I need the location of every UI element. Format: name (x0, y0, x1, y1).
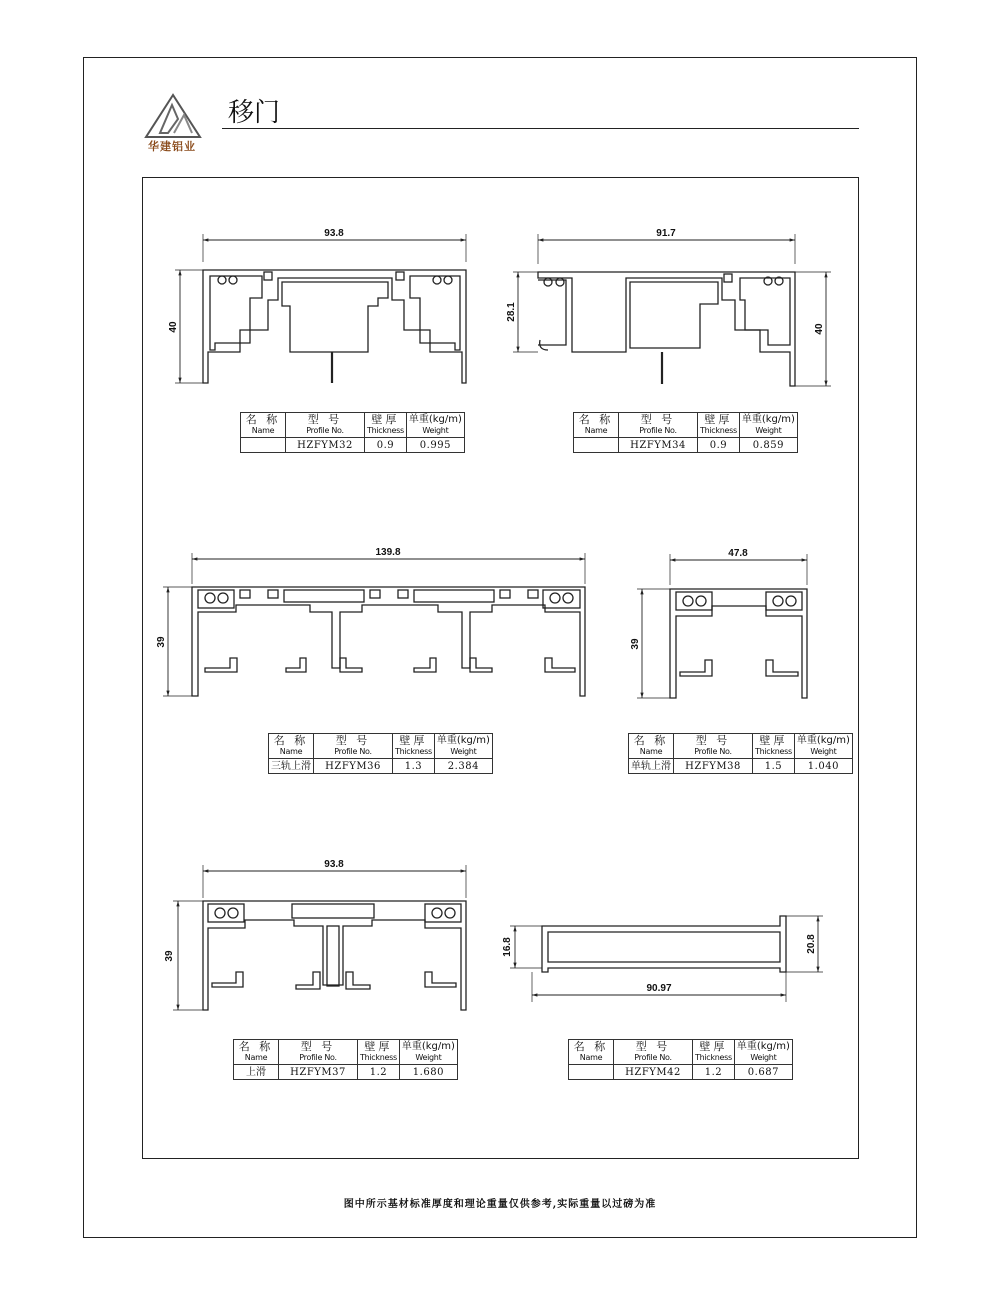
header-profile-en: Profile No. (639, 426, 677, 435)
profile-thickness: 0.9 (698, 438, 740, 453)
profile-thickness: 1.5 (753, 759, 795, 774)
header-weight-zh: 单重(kg/m) (436, 735, 490, 746)
header-weight-zh: 单重(kg/m) (741, 414, 795, 425)
header-profile-zh: 型 号 (307, 413, 343, 426)
profile-weight: 0.687 (734, 1065, 792, 1080)
profile-name: 三轨上滑 (269, 759, 314, 774)
header-weight-zh: 单重(kg/m) (796, 735, 850, 746)
profile-no: HZFYM32 (286, 438, 365, 453)
header-profile-zh: 型 号 (635, 1040, 671, 1053)
header-thickness-en: Thickness (755, 747, 792, 756)
header-name-en: Name (251, 426, 275, 435)
dim-label: 39 (164, 950, 175, 962)
dim-label: 90.97 (646, 983, 672, 994)
header-thickness-en: Thickness (395, 747, 432, 756)
profile-thickness: 0.9 (365, 438, 407, 453)
profile-thickness: 1.3 (393, 759, 435, 774)
header-thickness-zh: 壁厚 (364, 1040, 393, 1053)
header-name-en: Name (279, 747, 303, 756)
profile-no: HZFYM34 (619, 438, 698, 453)
dim-label: 93.8 (324, 859, 344, 870)
spec-table-hzfym32 (240, 412, 465, 453)
spec-table-hzfym38 (628, 733, 853, 774)
profile-no: HZFYM38 (674, 759, 753, 774)
header-profile-en: Profile No. (306, 426, 344, 435)
header-profile-zh: 型 号 (640, 413, 676, 426)
header-name-en: Name (584, 426, 608, 435)
profile-no: HZFYM36 (314, 759, 393, 774)
profile-drawing-hzfym34 (513, 234, 831, 386)
header-weight-en: Weight (422, 426, 449, 435)
dim-label: 40 (814, 323, 825, 335)
profile-name (569, 1065, 614, 1080)
spec-table-hzfym37 (233, 1039, 458, 1080)
header-profile-en: Profile No. (299, 1053, 337, 1062)
profile-thickness: 1.2 (693, 1065, 735, 1080)
dim-label: 93.8 (324, 228, 344, 239)
logo-text: 华建铝业 (148, 140, 196, 153)
profile-name (574, 438, 619, 453)
header-thickness-en: Thickness (367, 426, 404, 435)
header-thickness-zh: 壁厚 (399, 734, 428, 747)
header-name-zh: 名 称 (245, 413, 281, 426)
dim-label: 139.8 (375, 547, 401, 558)
header-weight-en: Weight (415, 1053, 442, 1062)
profile-drawing-hzfym37 (173, 865, 466, 1010)
header-profile-zh: 型 号 (300, 1040, 336, 1053)
header-thickness-zh: 壁厚 (759, 734, 788, 747)
dim-label: 91.7 (656, 228, 676, 239)
profile-drawing-hzfym32 (175, 234, 466, 383)
page-title: 移门 (228, 98, 281, 128)
dim-label: 47.8 (728, 548, 748, 559)
header-thickness-en: Thickness (700, 426, 737, 435)
profile-name: 单轨上滑 (629, 759, 674, 774)
header-thickness-en: Thickness (695, 1053, 732, 1062)
header-thickness-zh: 壁厚 (371, 413, 400, 426)
dim-label: 39 (156, 636, 167, 648)
profile-weight: 2.384 (434, 759, 492, 774)
header-name-zh: 名 称 (578, 413, 614, 426)
footer-note: 图中所示基材标准厚度和理论重量仅供参考,实际重量以过磅为准 (343, 1199, 657, 1210)
header-thickness-zh: 壁厚 (704, 413, 733, 426)
header-weight-zh: 单重(kg/m) (408, 414, 462, 425)
profile-weight: 1.040 (794, 759, 852, 774)
header-name-zh: 名 称 (633, 734, 669, 747)
dim-label: 40 (168, 321, 179, 333)
dim-label: 20.8 (806, 934, 817, 954)
header-weight-en: Weight (810, 747, 837, 756)
header-thickness-zh: 壁厚 (699, 1040, 728, 1053)
header-thickness-en: Thickness (360, 1053, 397, 1062)
header-profile-en: Profile No. (694, 747, 732, 756)
spec-table-hzfym36 (268, 733, 493, 774)
header-profile-en: Profile No. (634, 1053, 672, 1062)
dim-label: 16.8 (502, 937, 513, 957)
profile-thickness: 1.2 (358, 1065, 400, 1080)
header-profile-en: Profile No. (334, 747, 372, 756)
header-name-zh: 名 称 (238, 1040, 274, 1053)
profile-no: HZFYM37 (279, 1065, 358, 1080)
header-name-en: Name (579, 1053, 603, 1062)
dim-label: 28.1 (506, 302, 517, 322)
header-profile-zh: 型 号 (695, 734, 731, 747)
dim-label: 39 (630, 638, 641, 650)
profile-weight: 0.995 (406, 438, 464, 453)
header-weight-en: Weight (450, 747, 477, 756)
header-weight-zh: 单重(kg/m) (736, 1041, 790, 1052)
header-weight-en: Weight (755, 426, 782, 435)
profile-drawing-hzfym36 (163, 553, 585, 696)
header-weight-en: Weight (750, 1053, 777, 1062)
spec-table-hzfym34 (573, 412, 798, 453)
spec-table-hzfym42 (568, 1039, 793, 1080)
profile-name (241, 438, 286, 453)
header-name-en: Name (639, 747, 663, 756)
profile-weight: 0.859 (739, 438, 797, 453)
header-name-zh: 名 称 (273, 734, 309, 747)
profile-no: HZFYM42 (614, 1065, 693, 1080)
header-name-en: Name (244, 1053, 268, 1062)
profile-name: 上滑 (234, 1065, 279, 1080)
profile-drawing-hzfym38 (637, 554, 807, 698)
header-name-zh: 名 称 (573, 1040, 609, 1053)
header-weight-zh: 单重(kg/m) (401, 1041, 455, 1052)
header-profile-zh: 型 号 (335, 734, 371, 747)
profile-weight: 1.680 (399, 1065, 457, 1080)
